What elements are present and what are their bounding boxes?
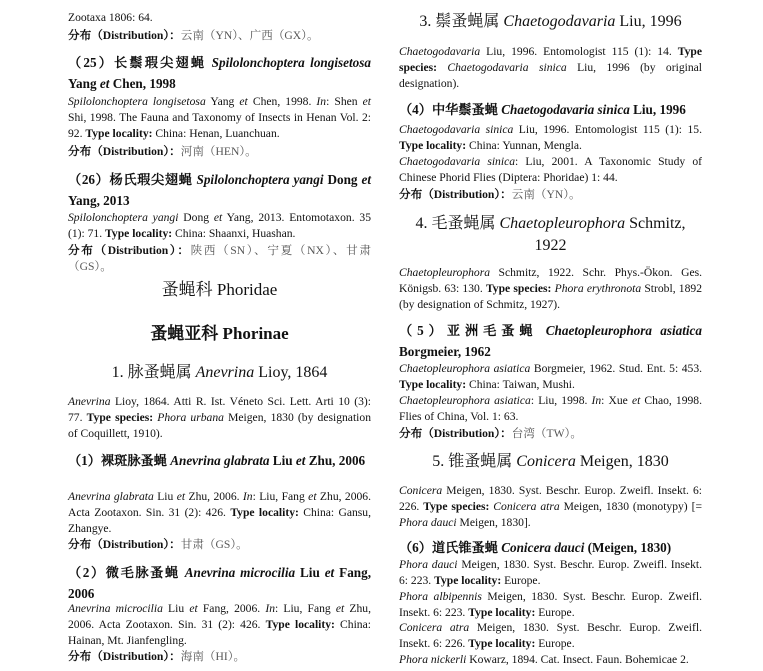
text-run: Chaetogodavaria sinica	[447, 61, 567, 74]
species-citation	[68, 210, 371, 242]
text-run: Anevrina glabrata	[68, 490, 154, 503]
text-run: Zootaxa 1806: 64.	[68, 11, 153, 24]
distribution-label: 分布（Distribution）：	[399, 188, 512, 201]
family-heading: 蚤蝇科 Phoridae	[161, 280, 278, 299]
text-run: Borgmeier, 1962. Stud. Ent. 5: 453.	[530, 362, 703, 375]
text-run: Meigen, 1830. Syst. Beschr. Europ. Zweifl. Insekt. 6: 226.	[399, 621, 702, 650]
text-run: Anevrina	[195, 364, 255, 381]
text-run: Anevrina	[68, 395, 111, 408]
text-run: （6）道氏锥蚤蝇	[399, 540, 502, 555]
text-run: Chaetogodavaria sinica	[399, 123, 514, 136]
genus-citation	[399, 483, 702, 531]
text-run: Phora albipennis	[399, 590, 482, 603]
text-run: Anevrina microcilia	[184, 565, 296, 580]
text-run: Fang, 2006.	[197, 602, 266, 615]
text-run: China: Shaanxi, Huashan.	[172, 227, 296, 240]
text-run: Type locality:	[468, 606, 536, 619]
text-run: Liu, 1996 (by original designation).	[399, 61, 702, 90]
text-run: et	[239, 95, 248, 108]
genus-heading	[399, 11, 702, 33]
text-run: : Liu, 1998.	[530, 394, 592, 407]
text-run: Type locality:	[468, 637, 536, 650]
text-run: 5. 锥蚤蝇属	[432, 453, 517, 470]
distribution-value: 云南（YN）、广西（GX）。	[180, 29, 319, 42]
text-run: 1. 脉蚤蝇属	[111, 364, 196, 381]
text-run: et	[176, 490, 186, 503]
text-run: Phora erythronota	[554, 282, 642, 295]
text-run: In	[265, 602, 275, 615]
text-run: Europe.	[535, 637, 575, 650]
text-run: : Xue	[601, 394, 632, 407]
text-run: Meigen, 1830].	[456, 516, 531, 529]
text-run: Europe.	[535, 606, 575, 619]
species-heading	[399, 321, 702, 362]
text-run: Zhu, 2006	[305, 453, 366, 468]
text-run: Type locality:	[105, 227, 173, 240]
distribution-label: 分布（Distribution）：	[68, 538, 181, 551]
text-run: Type locality:	[230, 506, 299, 519]
text-run: : Liu, Fang	[275, 602, 336, 615]
text-run: Kowarz, 1894. Cat. Insect. Faun. Bohemicae 2.	[466, 653, 689, 666]
species-heading	[399, 538, 702, 559]
distribution-line	[68, 537, 371, 553]
text-run: Meigen, 1830. Syst. Beschr. Europ. Zweifl. Insekt. 6: 223.	[399, 558, 702, 587]
distribution-line	[68, 243, 371, 275]
text-run: et	[308, 490, 317, 503]
species-heading	[68, 170, 371, 211]
synonym-citation	[399, 620, 702, 652]
text-run: Chaetogodavaria	[503, 13, 616, 30]
text-run: Type locality:	[399, 378, 467, 391]
text-run: : Shen	[326, 95, 363, 108]
distribution-value: 河南（HEN）。	[180, 145, 257, 158]
text-run: 4. 毛蚤蝇属	[415, 215, 500, 232]
text-run: Meigen, 1830 (by designation of Coquillett, 1910).	[68, 411, 371, 440]
text-run: Yang, 2013. Entomotaxon. 35 (1): 71.	[68, 211, 372, 240]
text-run: et	[213, 211, 223, 224]
text-run: In	[316, 95, 327, 108]
text-run: et	[361, 172, 371, 187]
text-run: Chaetopleurophora asiatica	[399, 394, 531, 407]
text-run: et	[631, 394, 641, 407]
text-run: Conicera	[399, 484, 443, 497]
distribution-value: 甘肃（GS）。	[180, 538, 248, 551]
text-run: （26）杨氏瑕尖翅蝇	[68, 172, 197, 187]
text-run: Dong	[178, 211, 214, 224]
text-run: Spilolonchoptera yangi	[68, 211, 179, 224]
species-heading	[68, 53, 371, 94]
species-citation	[68, 489, 371, 537]
text-run: （2）微毛脉蚤蝇	[68, 565, 185, 580]
distribution-label: 分布（Distribution）：	[68, 244, 191, 257]
text-run: : Liu, Fang	[252, 490, 309, 503]
distribution-value: 陕西（SN）、宁夏（NX）、甘肃（GS）。	[68, 244, 371, 273]
text-run: Yang	[68, 75, 100, 91]
text-run: Schmitz, 1922	[534, 215, 686, 254]
synonym-citation	[399, 589, 702, 621]
text-run: Chen, 1998.	[247, 95, 317, 108]
species-citation	[68, 601, 371, 649]
genus-heading	[68, 362, 371, 384]
text-run: Spilolonchoptera longisetosa	[68, 95, 206, 108]
text-run: Chaetopleurophora	[499, 215, 626, 232]
distribution-value: 海南（HI）。	[180, 650, 246, 663]
text-run: Chaetogodavaria sinica	[501, 102, 630, 117]
text-run: Liu, 1996	[615, 13, 682, 30]
text-run: Zhu, 2006. Acta Zootaxon. Sin. 31 (2): 426.	[68, 602, 371, 631]
species-citation	[399, 122, 702, 154]
synonym-citation	[399, 652, 702, 668]
text-run: et	[362, 95, 371, 108]
text-run: Spilolonchoptera yangi	[196, 172, 324, 187]
text-run: et	[295, 453, 306, 468]
text-run: Anevrina glabrata	[170, 453, 270, 468]
text-run: et	[335, 602, 345, 615]
distribution-label: 分布（Distribution）：	[68, 29, 181, 42]
text-run: Strobl, 1892 (by designation of Schmitz, 1927).	[399, 282, 702, 311]
subfamily-heading: 蚤蝇亚科 Phorinae	[150, 324, 289, 343]
distribution-value: 台湾（TW）。	[511, 427, 582, 440]
text-run: : Liu, 2001. A Taxonomic Study of Chinese Phorid Flies (Diptera: Phoridae) 1: 44.	[399, 155, 702, 184]
genus-heading	[399, 213, 702, 257]
text-run: Liu	[269, 453, 296, 468]
text-run: Chao, 1998. Flies of China, Vol. 1: 63.	[399, 394, 702, 423]
distribution-line	[68, 28, 371, 44]
text-run: Lioy, 1864. Atti R. Ist. Véneto Sci. Lett. Arti 10 (3): 77.	[68, 395, 371, 424]
text-run: Yang	[205, 95, 240, 108]
text-run: Liu	[295, 565, 325, 580]
text-run: Type species:	[423, 500, 490, 513]
text-run: (Meigen, 1830)	[584, 540, 672, 555]
text-run: Zhu, 2006.	[185, 490, 243, 503]
text-run: Schmitz, 1922. Schr. Phys.-Ökon. Ges. Königsb. 63: 130.	[399, 266, 702, 295]
distribution-value: 云南（YN）。	[511, 188, 581, 201]
text-run: Anevrina microcilia	[68, 602, 163, 615]
text-run: Borgmeier, 1962	[399, 343, 491, 359]
genus-heading	[399, 451, 702, 473]
distribution-label: 分布（Distribution）：	[68, 650, 181, 663]
genus-citation	[399, 44, 702, 92]
text-run: et	[189, 602, 198, 615]
text-run: Phora dauci	[399, 516, 457, 529]
distribution-line	[68, 144, 371, 160]
genus-citation	[68, 394, 371, 442]
text-run: Zhu, 2006. Acta Zootaxon. Sin. 31 (2): 426.	[68, 490, 371, 519]
text-run: Liu	[153, 490, 177, 503]
distribution-line	[399, 426, 702, 442]
distribution-label: 分布（Distribution）：	[68, 145, 181, 158]
species-heading	[68, 563, 371, 604]
distribution-line	[68, 649, 371, 665]
text-run: Type species:	[86, 411, 154, 424]
text-run: Type locality:	[434, 574, 502, 587]
text-run: Shi, 1998. The Fauna and Taxonomy of Insects in Henan Vol. 2: 92.	[68, 111, 371, 140]
text-run: et	[99, 75, 110, 91]
text-run: Yang, 2013	[68, 192, 130, 208]
text-run: Spilolonchoptera longisetosa	[211, 55, 371, 70]
text-run	[437, 61, 447, 74]
distribution-line	[399, 187, 702, 203]
text-run: Liu, 1996. Entomologist 115 (1): 14.	[480, 45, 678, 58]
text-run: Phora dauci	[399, 558, 458, 571]
text-run: Europe.	[501, 574, 541, 587]
text-run: Chen, 1998	[109, 75, 176, 91]
text-run: Conicera dauci	[501, 540, 585, 555]
text-run: China: Hainan, Mt. Jianfengling.	[68, 618, 371, 647]
distribution-label: 分布（Distribution）：	[399, 427, 512, 440]
text-run: In	[242, 490, 253, 503]
text-run: Chaetogodavaria	[399, 45, 481, 58]
text-run: Lioy, 1864	[254, 364, 328, 381]
species-citation	[399, 393, 702, 425]
text-run: China: Taiwan, Mushi.	[466, 378, 575, 391]
text-run: China: Yunnan, Mengla.	[466, 139, 582, 152]
text-run: Phora urbana	[157, 411, 224, 424]
species-citation	[399, 361, 702, 393]
text-run: （25）长鬃瑕尖翅蝇	[68, 55, 212, 70]
species-citation	[399, 154, 702, 186]
text-run: Meigen, 1830. Syst. Beschr. Europ. Zweifl. Insekt. 6: 223.	[399, 590, 702, 619]
text-run: Fang, 2006	[68, 565, 372, 601]
reference-text	[68, 10, 371, 26]
text-run: et	[324, 565, 335, 580]
text-run: Type locality:	[265, 618, 335, 631]
text-run: Chaetopleurophora asiatica	[399, 362, 531, 375]
text-run: Conicera atra	[399, 621, 470, 634]
text-run: Type locality:	[85, 127, 153, 140]
text-run: 3. 鬃蚤蝇属	[419, 13, 504, 30]
text-run: Meigen, 1830. Syst. Beschr. Europ. Zweifl. Insekt. 6: 226.	[399, 484, 702, 513]
species-heading	[68, 451, 371, 472]
genus-citation	[399, 265, 702, 313]
text-run: Meigen, 1830	[575, 453, 669, 470]
text-run: Liu, 1996	[629, 102, 686, 117]
text-run: （4）中华鬃蚤蝇	[399, 102, 502, 117]
text-run: Type species:	[399, 45, 702, 74]
text-run: Chaetogodavaria sinica	[399, 155, 516, 168]
text-run: Dong	[323, 172, 362, 187]
text-run: Type locality:	[399, 139, 467, 152]
synonym-citation	[399, 557, 702, 589]
text-run: （1）裸斑脉蚤蝇	[68, 453, 171, 468]
species-heading	[399, 100, 702, 121]
text-run: Chaetopleurophora asiatica	[545, 323, 703, 338]
text-run: Phora nickerli	[399, 653, 467, 666]
text-run: Conicera atra	[493, 500, 560, 513]
text-run: Liu, 1996. Entomologist 115 (1): 15.	[513, 123, 702, 136]
text-run: Meigen, 1830 (monotypy) [=	[559, 500, 702, 513]
text-run: Conicera	[516, 453, 576, 470]
text-run: Type species:	[485, 282, 552, 295]
text-run: Liu	[162, 602, 190, 615]
species-citation	[68, 94, 371, 142]
text-run: （5）亚洲毛蚤蝇	[399, 323, 546, 338]
text-run: China: Gansu, Zhangye.	[68, 506, 371, 535]
text-run: China: Henan, Luanchuan.	[152, 127, 280, 140]
text-run: In	[591, 394, 602, 407]
text-run: Chaetopleurophora	[399, 266, 491, 279]
